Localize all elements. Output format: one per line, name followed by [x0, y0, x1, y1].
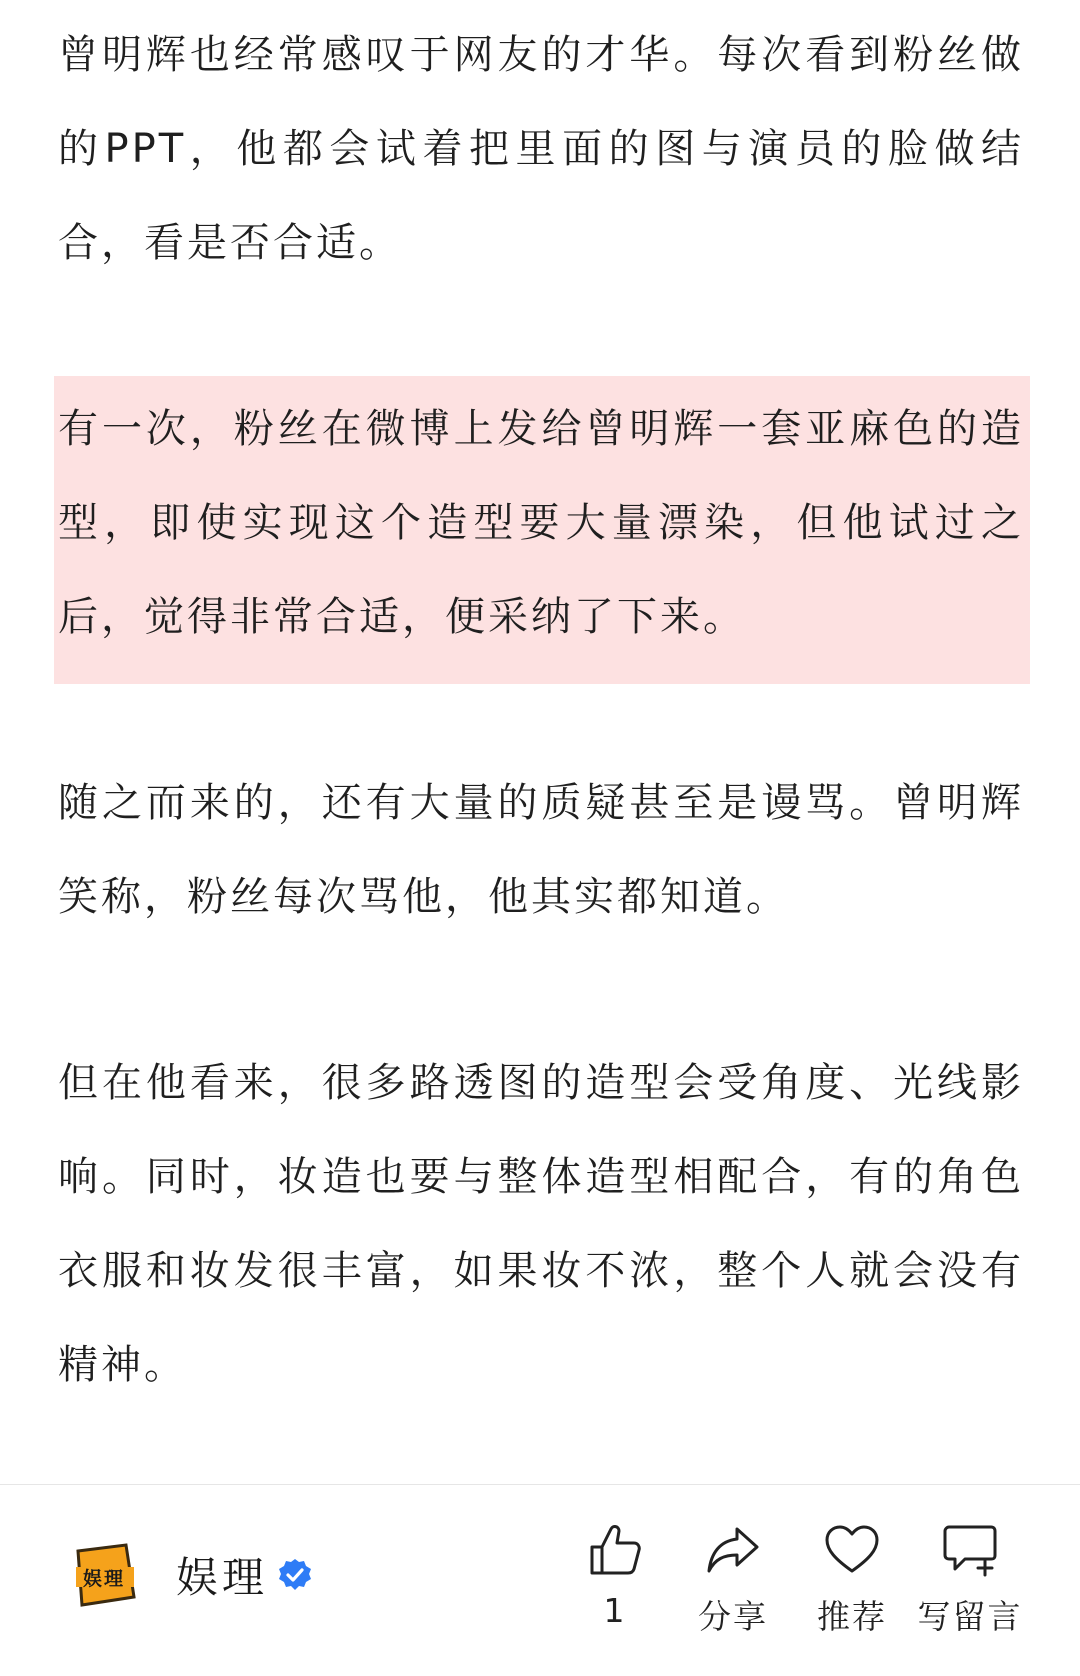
logo-text: 娱理	[82, 1568, 126, 1590]
article-paragraph-2-highlighted: 有一次，粉丝在微博上发给曾明辉一套亚麻色的造型，即使实现这个造型要大量漂染，但他试过之后，觉得非常合适，便采纳了下来。	[58, 406, 1024, 640]
article-paragraph-4: 但在他看来，很多路透图的造型会受角度、光线影响。同时，妆造也要与整体造型相配合，有的角色衣服和妆发很丰富，如果妆不浓，整个人就会没有精神。	[58, 1060, 1024, 1388]
verified-badge-icon	[278, 1558, 312, 1592]
heart-icon	[823, 1521, 881, 1579]
like-count: 1	[603, 1591, 627, 1630]
write-comment-label: 写留言	[917, 1597, 1023, 1636]
action-bar	[560, 1521, 1060, 1651]
like-button[interactable]	[560, 1521, 670, 1651]
share-label: 分享	[698, 1597, 768, 1636]
article-footer-bar	[0, 1484, 1080, 1676]
article-paragraph-3: 随之而来的，还有大量的质疑甚至是谩骂。曾明辉笑称，粉丝每次骂他，他其实都知道。	[58, 780, 1024, 920]
comment-add-icon	[941, 1521, 999, 1579]
author-name[interactable]: 娱理	[176, 1553, 269, 1602]
share-arrow-icon	[704, 1521, 762, 1579]
thumbs-up-icon	[586, 1521, 644, 1579]
recommend-label: 推荐	[817, 1597, 887, 1636]
account-logo-icon	[70, 1541, 138, 1609]
recommend-button[interactable]	[797, 1521, 907, 1651]
author-info[interactable]	[70, 1535, 312, 1615]
article-paragraph-1: 曾明辉也经常感叹于网友的才华。每次看到粉丝做的PPT，他都会试着把里面的图与演员的脸做结合，看是否合适。	[58, 32, 1024, 266]
write-comment-button[interactable]	[915, 1521, 1025, 1651]
account-logo[interactable]	[70, 1541, 138, 1609]
share-button[interactable]	[678, 1521, 788, 1651]
